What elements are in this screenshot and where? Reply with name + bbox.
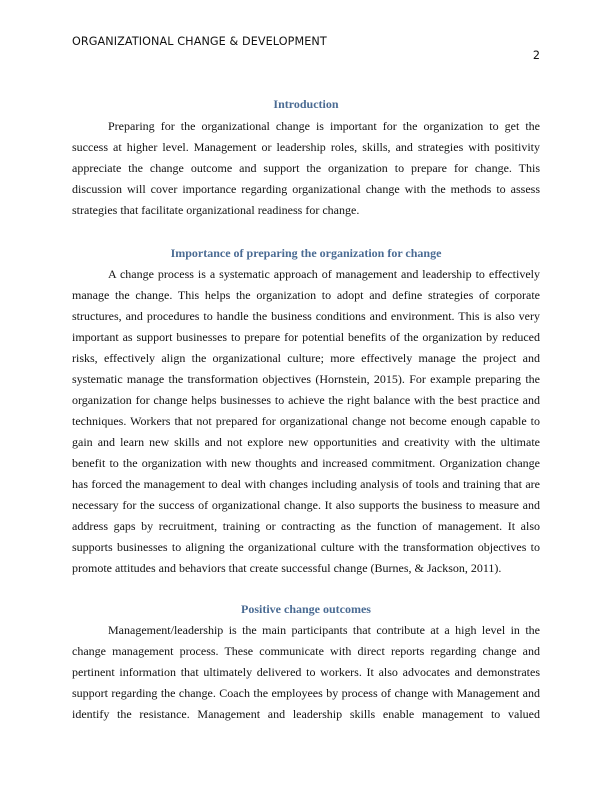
section-heading-introduction: Introduction	[273, 97, 339, 111]
paragraph-line: promote attitudes and behaviors that create successful change (Burnes, & Jackson, 2011).	[72, 561, 502, 575]
paragraph-line: organization for change helps businesses to achieve the right balance with the best practice and	[72, 393, 540, 407]
paragraph-line: important as support businesses to prepare for potential benefits of the organization by reduced	[72, 330, 540, 344]
paragraph-line: address gaps by recruitment, training or contracting as the function of management. It also	[72, 519, 540, 533]
paragraph-line: manage the change. This helps the organization to adopt and define strategies of corporate	[72, 288, 540, 302]
paragraph-line: benefit to the organization with new thoughts and increased commitment. Organization change	[72, 456, 540, 470]
paragraph-line: identify the resistance. Management and leadership skills enable management to valued	[72, 707, 540, 721]
paragraph-line: systematic manage the transformation objectives (Hornstein, 2015). For example preparing the	[72, 372, 540, 386]
paragraph-line: appreciate the change outcome and support the organization to prepare for change. This	[72, 161, 540, 175]
paragraph-line: support regarding the change. Coach the employees by process of change with Management and	[72, 686, 540, 700]
paragraph-line: success at higher level. Management or leadership roles, skills, and strategies with positivity	[72, 140, 540, 154]
section-heading-importance: Importance of preparing the organization for change	[170, 246, 442, 260]
paragraph-line: Management/leadership is the main participants that contribute at a high level in the	[108, 623, 540, 637]
paragraph-line: techniques. Workers that not prepared for organizational change not become enough capable to	[72, 414, 540, 428]
paragraph-line: structures, and procedures to handle the business conditions and environment. This is also very	[72, 309, 540, 323]
section-heading-positive-outcomes: Positive change outcomes	[241, 602, 371, 616]
paragraph-line: strategies that facilitate organizational readiness for change.	[72, 203, 360, 217]
paragraph-line: necessary for the success of organizational change. It also supports the business to measure and	[72, 498, 540, 512]
paragraph-line: has forced the management to deal with changes including analysis of tools and training that are	[72, 477, 540, 491]
paragraph-line: Preparing for the organizational change is important for the organization to get the	[108, 119, 540, 133]
page-number: 2	[532, 49, 540, 62]
paragraph-line: risks, effectively align the organizational culture; more effectively manage the project and	[72, 351, 540, 365]
paragraph-line: pertinent information that ultimately delivered to workers. It also advocates and demonstrates	[72, 665, 540, 679]
paragraph-line: discussion will cover importance regarding organizational change with the methods to assess	[72, 182, 540, 196]
paragraph-line: A change process is a systematic approach of management and leadership to effectively	[108, 267, 540, 281]
paragraph-line: supports businesses to aligning the organizational culture with the transformation objectives to	[72, 540, 540, 554]
running-head: ORGANIZATIONAL CHANGE & DEVELOPMENT	[72, 35, 327, 48]
paragraph-line: gain and learn new skills and not explore new opportunities and creativity with the ultimate	[72, 435, 540, 449]
paragraph-line: change management process. These communicate with direct reports regarding change and	[72, 644, 540, 658]
